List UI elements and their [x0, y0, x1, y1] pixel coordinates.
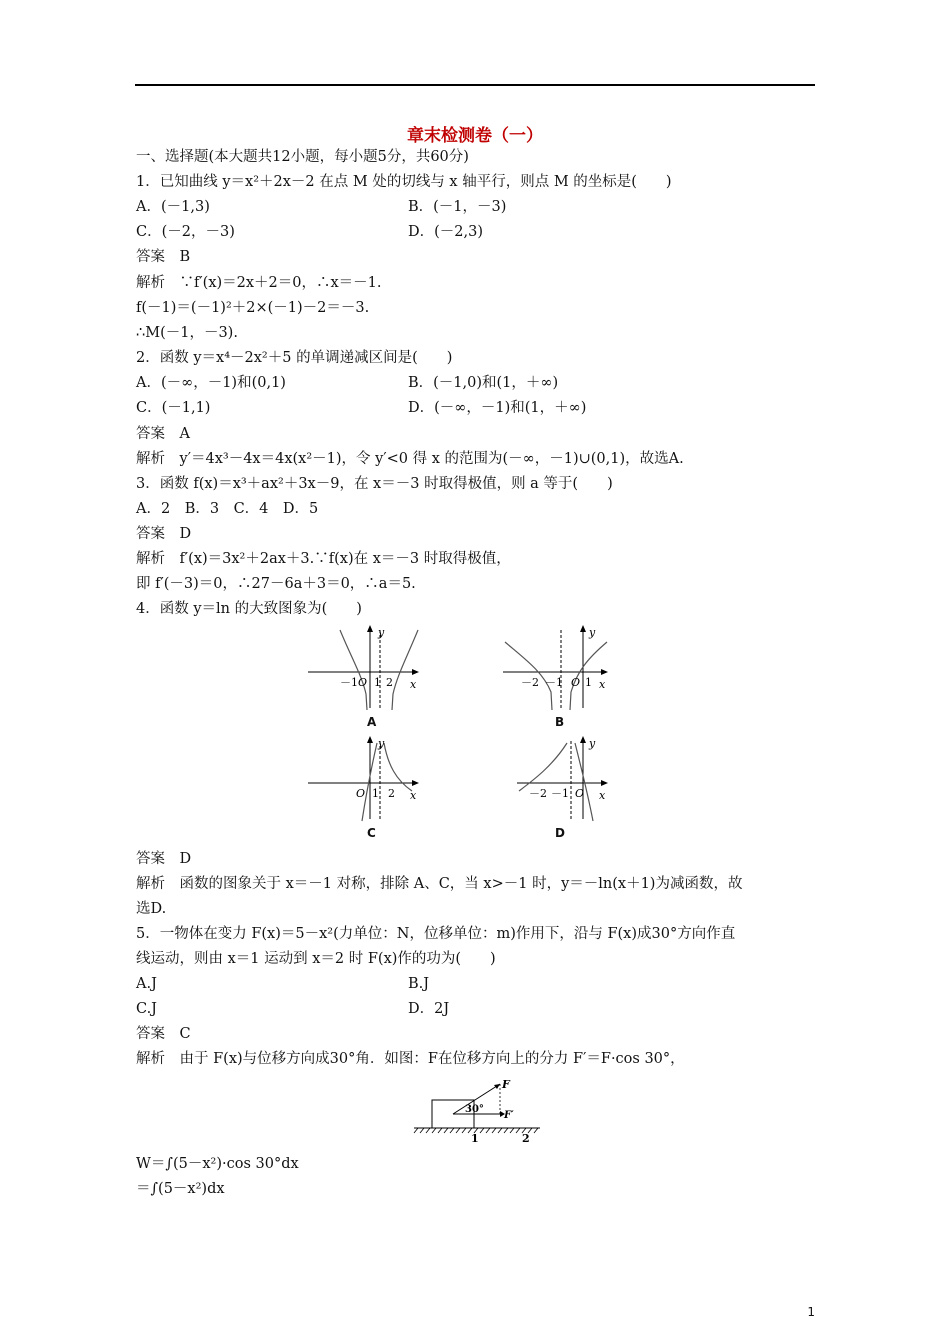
svg-text:1: 1	[471, 1132, 479, 1145]
q4-analysis-1: 解析 函数的图象关于 x＝－1 对称，排除 A、C，当 x>－1 时，y＝－ln(x＋1)为减函数，故	[136, 876, 743, 892]
q2-option-a: A．(－∞，－1)和(0,1)	[136, 375, 286, 391]
question-5-line-1: 5．一物体在变力 F(x)＝5－x²(力单位：N，位移单位：m)作用下，沿与 F(x)成30°方向作直	[136, 926, 736, 942]
svg-text:－2: －2	[529, 787, 547, 800]
q3-analysis-1: 解析 f′(x)＝3x²＋2ax＋3.∵f(x)在 x＝－3 时取得极值，	[136, 551, 511, 567]
q2-option-b: B．(－1,0)和(1，＋∞)	[408, 375, 559, 391]
svg-text:1: 1	[374, 676, 381, 689]
question-4: 4．函数 y＝ln 的大致图象为( )	[136, 601, 362, 617]
q1-analysis-2: f(－1)＝(－1)²＋2×(－1)－2＝－3.	[136, 300, 370, 316]
q4-answer: 答案 D	[136, 851, 192, 867]
q1-analysis-1: 解析 ∵f′(x)＝2x＋2＝0，∴x＝－1.	[136, 275, 382, 291]
force-diagram	[410, 1074, 545, 1146]
q2-option-d: D．(－∞，－1)和(1，＋∞)	[408, 400, 587, 416]
header-rule	[135, 84, 815, 86]
svg-text:1: 1	[372, 787, 379, 800]
svg-text:F: F	[502, 1078, 510, 1091]
graph-c	[300, 735, 430, 825]
svg-text:y: y	[378, 626, 385, 639]
q1-option-d: D．(－2,3)	[408, 224, 483, 240]
graph-d	[495, 735, 625, 825]
q5-analysis-1: 解析 由于 F(x)与位移方向成30°角．如图：F在位移方向上的分力 F′＝F·cos 30°，	[136, 1051, 685, 1067]
question-5-line-2: 线运动，则由 x＝1 运动到 x＝2 时 F(x)作的功为( )	[136, 951, 496, 967]
question-1: 1．已知曲线 y＝x²＋2x－2 在点 M 处的切线与 x 轴平行，则点 M 的坐标是( )	[136, 174, 672, 190]
q3-analysis-2: 即 f′(－3)＝0，∴27－6a＋3＝0，∴a＝5.	[136, 576, 416, 592]
q5-option-a: A.J	[136, 976, 157, 992]
page-title: 章末检测卷（一）	[407, 126, 543, 146]
q5-answer: 答案 C	[136, 1026, 191, 1042]
q1-analysis-3: ∴M(－1，－3).	[136, 325, 238, 341]
svg-text:30°: 30°	[465, 1104, 484, 1115]
svg-text:O: O	[358, 676, 368, 689]
svg-text:y: y	[378, 737, 385, 750]
q2-analysis: 解析 y′＝4x³－4x＝4x(x²－1)，令 y′<0 得 x 的范围为(－∞，－1)∪(0,1)，故选A.	[136, 451, 684, 467]
q1-option-b: B．(－1，－3)	[408, 199, 507, 215]
svg-text:O: O	[575, 787, 585, 800]
svg-text:y: y	[589, 737, 596, 750]
svg-text:－2: －2	[521, 676, 539, 689]
section-heading: 一、选择题(本大题共12小题，每小题5分，共60分)	[136, 149, 469, 165]
svg-text:x: x	[410, 678, 417, 691]
q1-option-a: A．(－1,3)	[136, 199, 210, 215]
graph-c-caption: C	[367, 826, 376, 840]
svg-text:x: x	[599, 789, 606, 802]
question-3: 3．函数 f(x)＝x³＋ax²＋3x－9，在 x＝－3 时取得极值，则 a 等于( )	[136, 476, 613, 492]
svg-text:－1: －1	[340, 676, 358, 689]
q5-option-c: C.J	[136, 1001, 157, 1017]
svg-text:x: x	[410, 789, 417, 802]
graph-a-caption: A	[367, 715, 377, 729]
svg-text:2: 2	[386, 676, 393, 689]
graph-b	[495, 624, 625, 714]
svg-text:F′: F′	[504, 1110, 514, 1121]
q5-work-formula-1: W＝∫(5－x²)·cos 30°dx	[136, 1156, 299, 1172]
graph-b-caption: B	[555, 715, 565, 729]
q1-answer: 答案 B	[136, 249, 191, 265]
svg-text:－1: －1	[545, 676, 563, 689]
q5-work-formula-2: ＝∫(5－x²)dx	[136, 1181, 225, 1197]
graph-d-caption: D	[555, 826, 565, 840]
q3-answer: 答案 D	[136, 526, 192, 542]
svg-text:1: 1	[585, 676, 592, 689]
q2-answer: 答案 A	[136, 426, 190, 442]
svg-text:y: y	[589, 626, 596, 639]
q5-option-b: B.J	[408, 976, 430, 992]
svg-text:O: O	[571, 676, 581, 689]
svg-text:2: 2	[388, 787, 395, 800]
q1-option-c: C．(－2，－3)	[136, 224, 235, 240]
page-number: 1	[807, 1305, 815, 1319]
svg-text:－1: －1	[551, 787, 569, 800]
svg-text:O: O	[356, 787, 366, 800]
svg-text:x: x	[599, 678, 606, 691]
q2-option-c: C．(－1,1)	[136, 400, 211, 416]
graph-a	[300, 624, 430, 714]
svg-text:2: 2	[522, 1132, 530, 1145]
q4-analysis-2: 选D.	[136, 901, 167, 917]
question-2: 2．函数 y＝x⁴－2x²＋5 的单调递减区间是( )	[136, 350, 453, 366]
q5-option-d: D．2J	[408, 1001, 450, 1017]
q3-options: A．2 B．3 C．4 D．5	[136, 501, 319, 517]
